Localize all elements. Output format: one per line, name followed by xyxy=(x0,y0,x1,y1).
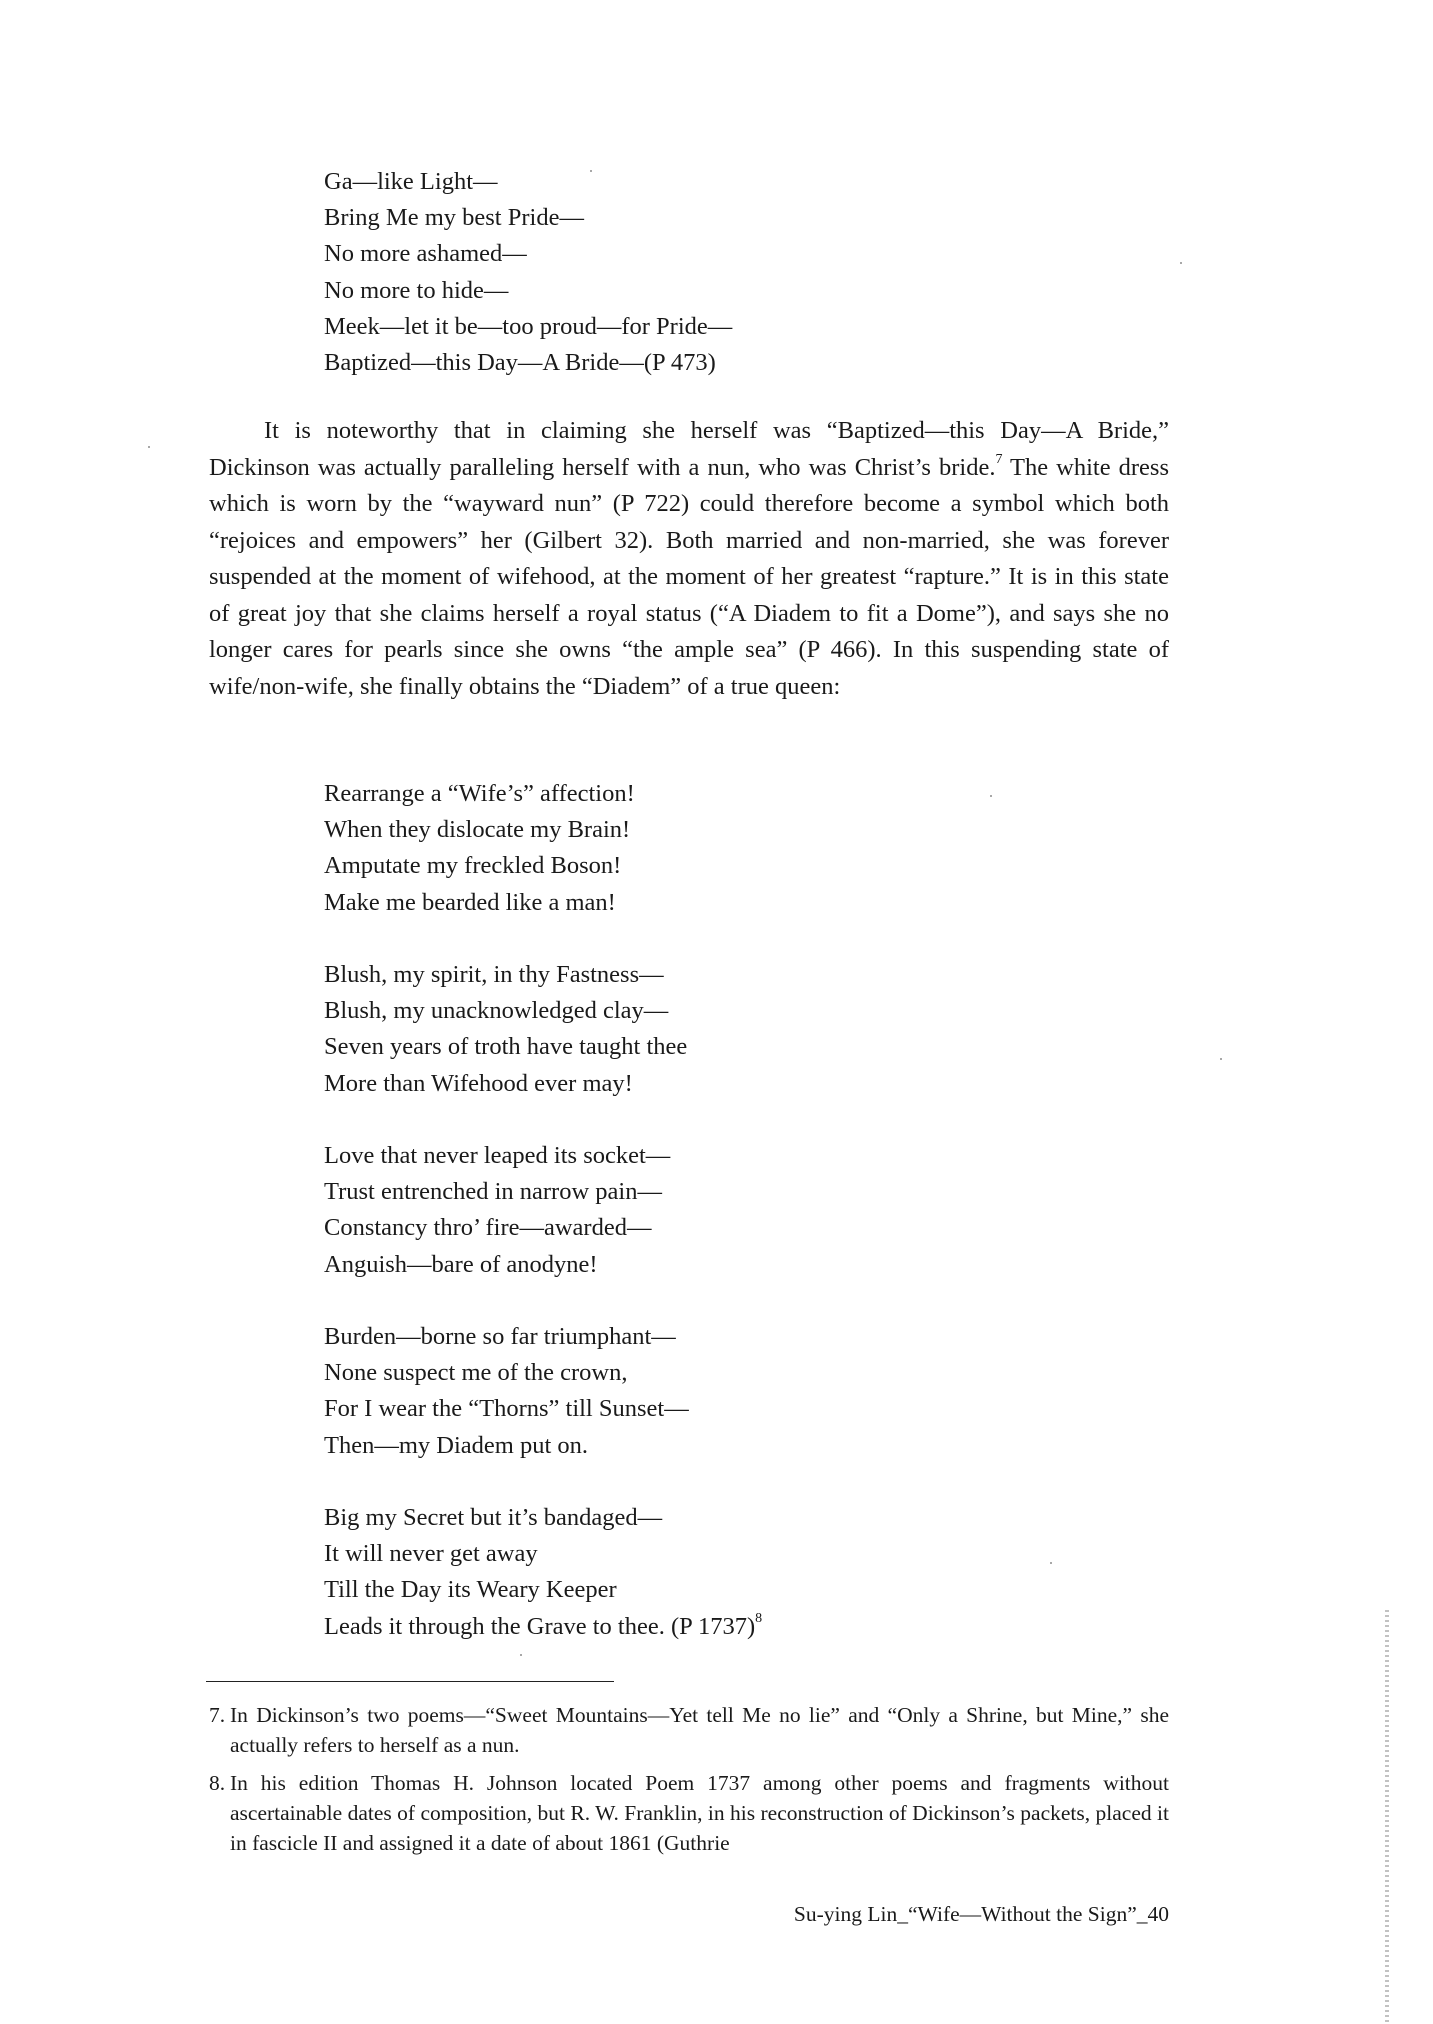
poem-line: Blush, my spirit, in thy Fastness— xyxy=(324,961,664,988)
poem-line xyxy=(324,1609,762,1649)
poem-line: Rearrange a “Wife’s” affection! xyxy=(324,780,635,807)
poem-line: Amputate my freckled Boson! xyxy=(324,852,622,880)
page-footer: Su-ying Lin_“Wife—Without the Sign”_40 xyxy=(793,1902,1169,1926)
poem-line: Seven years of troth have taught thee xyxy=(324,1033,688,1061)
poem-line: None suspect me of the crown, xyxy=(324,1359,628,1387)
footnote-ref: 7 xyxy=(995,452,1003,468)
scan-edge xyxy=(1385,1610,1389,2024)
scan-speck xyxy=(1180,262,1182,264)
scan-speck xyxy=(520,1654,522,1656)
scan-speck xyxy=(590,170,592,172)
footnote-divider xyxy=(206,1681,614,1682)
scan-speck xyxy=(1050,1562,1052,1564)
body-paragraph xyxy=(209,413,1169,705)
poem-stanza xyxy=(324,957,687,1102)
poem-line: For I wear the “Thorns” till Sunset— xyxy=(324,1395,689,1423)
footnote-7 xyxy=(209,1700,1169,1760)
poem-stanza-473 xyxy=(324,164,732,381)
scan-speck xyxy=(1220,1058,1222,1060)
footnote-number: 7. xyxy=(209,1703,226,1727)
poem-line: More than Wifehood ever may! xyxy=(324,1069,633,1097)
footnote-text: In Dickinson’s two poems—“Sweet Mountains—Yet tell Me no lie” and “Only a Shrine, but Mine,” she actually refers to herself as a nun. xyxy=(230,1703,1169,1757)
footnote-ref: 8 xyxy=(755,1610,763,1626)
poem-line: Love that never leaped its socket— xyxy=(324,1142,671,1169)
poem-line: Trust entrenched in narrow pain— xyxy=(324,1178,662,1206)
poem-line: When they dislocate my Brain! xyxy=(324,816,631,844)
poem-line: Then—my Diadem put on. xyxy=(324,1431,589,1459)
poem-line: Bring Me my best Pride— xyxy=(324,204,584,232)
footnote-8 xyxy=(209,1768,1169,1858)
paragraph-text: It is noteworthy that in claiming she herself was “Baptized—this Day—A Bride,” Dickinson was actually paralleling herself with a nun, who was Christ’s bride. xyxy=(209,417,1169,481)
scan-speck xyxy=(148,446,150,448)
scan-speck xyxy=(990,795,992,797)
poem-line: Burden—borne so far triumphant— xyxy=(324,1323,676,1350)
footnote-number: 8. xyxy=(209,1771,226,1795)
poem-line: Meek—let it be—too proud—for Pride— xyxy=(324,312,733,340)
poem-stanza xyxy=(324,1500,762,1649)
footnote-text: In his edition Thomas H. Johnson located Poem 1737 among other poems and fragments without ascertainable dates of composition, but R. W. Franklin, in his reconstruction of Dickinson’s packets, placed it in fascicle II and assigned it a date of about 1861 (Guthrie xyxy=(230,1771,1169,1855)
poem-line: Till the Day its Weary Keeper xyxy=(324,1576,617,1604)
poem-line: Big my Secret but it’s bandaged— xyxy=(324,1504,663,1531)
poem-line: It will never get away xyxy=(324,1540,538,1568)
poem-line: No more to hide— xyxy=(324,276,509,304)
poem-stanza xyxy=(324,1319,689,1464)
paragraph-text: The white dress which is worn by the “wayward nun” (P 722) could therefore become a symbol which both “rejoices and empowers” her (Gilbert 32). Both married and non-married, she was forever suspended at the moment of wifehood, at the moment of her greatest “rapture.” It is in this state of great joy that she claims herself a royal status (“A Diadem to fit a Dome”), and says she no longer cares for pearls since she owns “the ample sea” (P 466). In this suspending state of wife/non-wife, she finally obtains the “Diadem” of a true queen: xyxy=(209,453,1169,700)
poem-line: Make me bearded like a man! xyxy=(324,888,616,916)
poem-line: Constancy thro’ fire—awarded— xyxy=(324,1214,652,1242)
poem-line: Baptized—this Day—A Bride—(P 473) xyxy=(324,349,716,377)
poem-line: No more ashamed— xyxy=(324,240,527,268)
poem-line: Blush, my unacknowledged clay— xyxy=(324,997,669,1025)
poem-stanza xyxy=(324,1138,670,1283)
poem-line: Ga—like Light— xyxy=(324,168,498,195)
poem-line: Anguish—bare of anodyne! xyxy=(324,1250,598,1278)
poem-stanza xyxy=(324,776,635,921)
poem-line-text: Leads it through the Grave to thee. (P 1737) xyxy=(324,1612,756,1640)
